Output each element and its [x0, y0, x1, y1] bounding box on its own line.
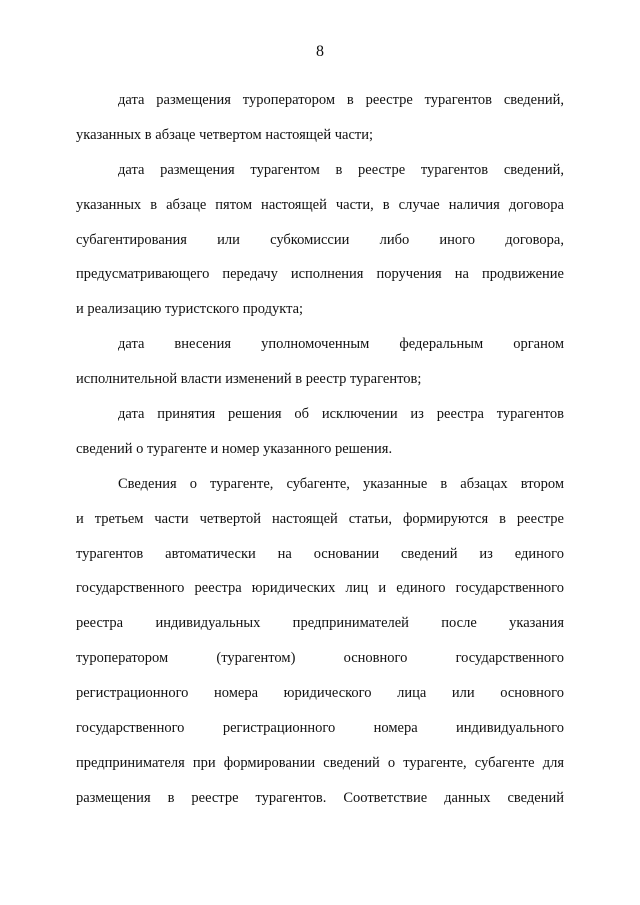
- text-line: указанных в абзаце четвертом настоящей части;: [76, 126, 374, 143]
- text-line: турагентов автоматически на основании сведений из единого: [76, 545, 564, 562]
- text-line: субагентирования или субкомиссии либо иного договора,: [76, 231, 564, 248]
- text-line: указанных в абзаце пятом настоящей части, в случае наличия договора: [76, 196, 564, 213]
- paragraph: [76, 83, 564, 153]
- text-line: размещения в реестре турагентов. Соответствие данных сведений: [76, 789, 564, 806]
- paragraph: [76, 397, 564, 467]
- text-line: Сведения о турагенте, субагенте, указанные в абзацах втором: [118, 475, 564, 492]
- text-line: сведений о турагенте и номер указанного решения.: [76, 440, 393, 457]
- text-line: дата внесения уполномоченным федеральным органом: [118, 336, 564, 353]
- document-body: [76, 83, 564, 816]
- text-line: и третьем части четвертой настоящей статьи, формируются в реестре: [76, 510, 564, 527]
- text-line: и реализацию туристского продукта;: [76, 301, 304, 318]
- text-line: государственного регистрационного номера индивидуального: [76, 720, 564, 737]
- text-line: исполнительной власти изменений в реестр турагентов;: [76, 371, 422, 388]
- text-line: туроператором (турагентом) основного государственного: [76, 650, 564, 667]
- text-line: реестра индивидуальных предпринимателей после указания: [76, 615, 564, 632]
- text-line: дата принятия решения об исключении из реестра турагентов: [118, 406, 564, 423]
- paragraph: [76, 153, 564, 327]
- text-line: предусматривающего передачу исполнения поручения на продвижение: [76, 266, 564, 283]
- paragraph: [76, 327, 564, 397]
- paragraph: [76, 467, 564, 816]
- text-line: предпринимателя при формировании сведений о турагенте, субагенте для: [76, 754, 564, 771]
- text-line: регистрационного номера юридического лица или основного: [76, 685, 564, 702]
- page-number: 8: [316, 43, 324, 60]
- text-line: государственного реестра юридических лиц и единого государственного: [76, 580, 564, 597]
- text-line: дата размещения турагентом в реестре турагентов сведений,: [118, 161, 564, 178]
- text-line: дата размещения туроператором в реестре турагентов сведений,: [118, 92, 564, 108]
